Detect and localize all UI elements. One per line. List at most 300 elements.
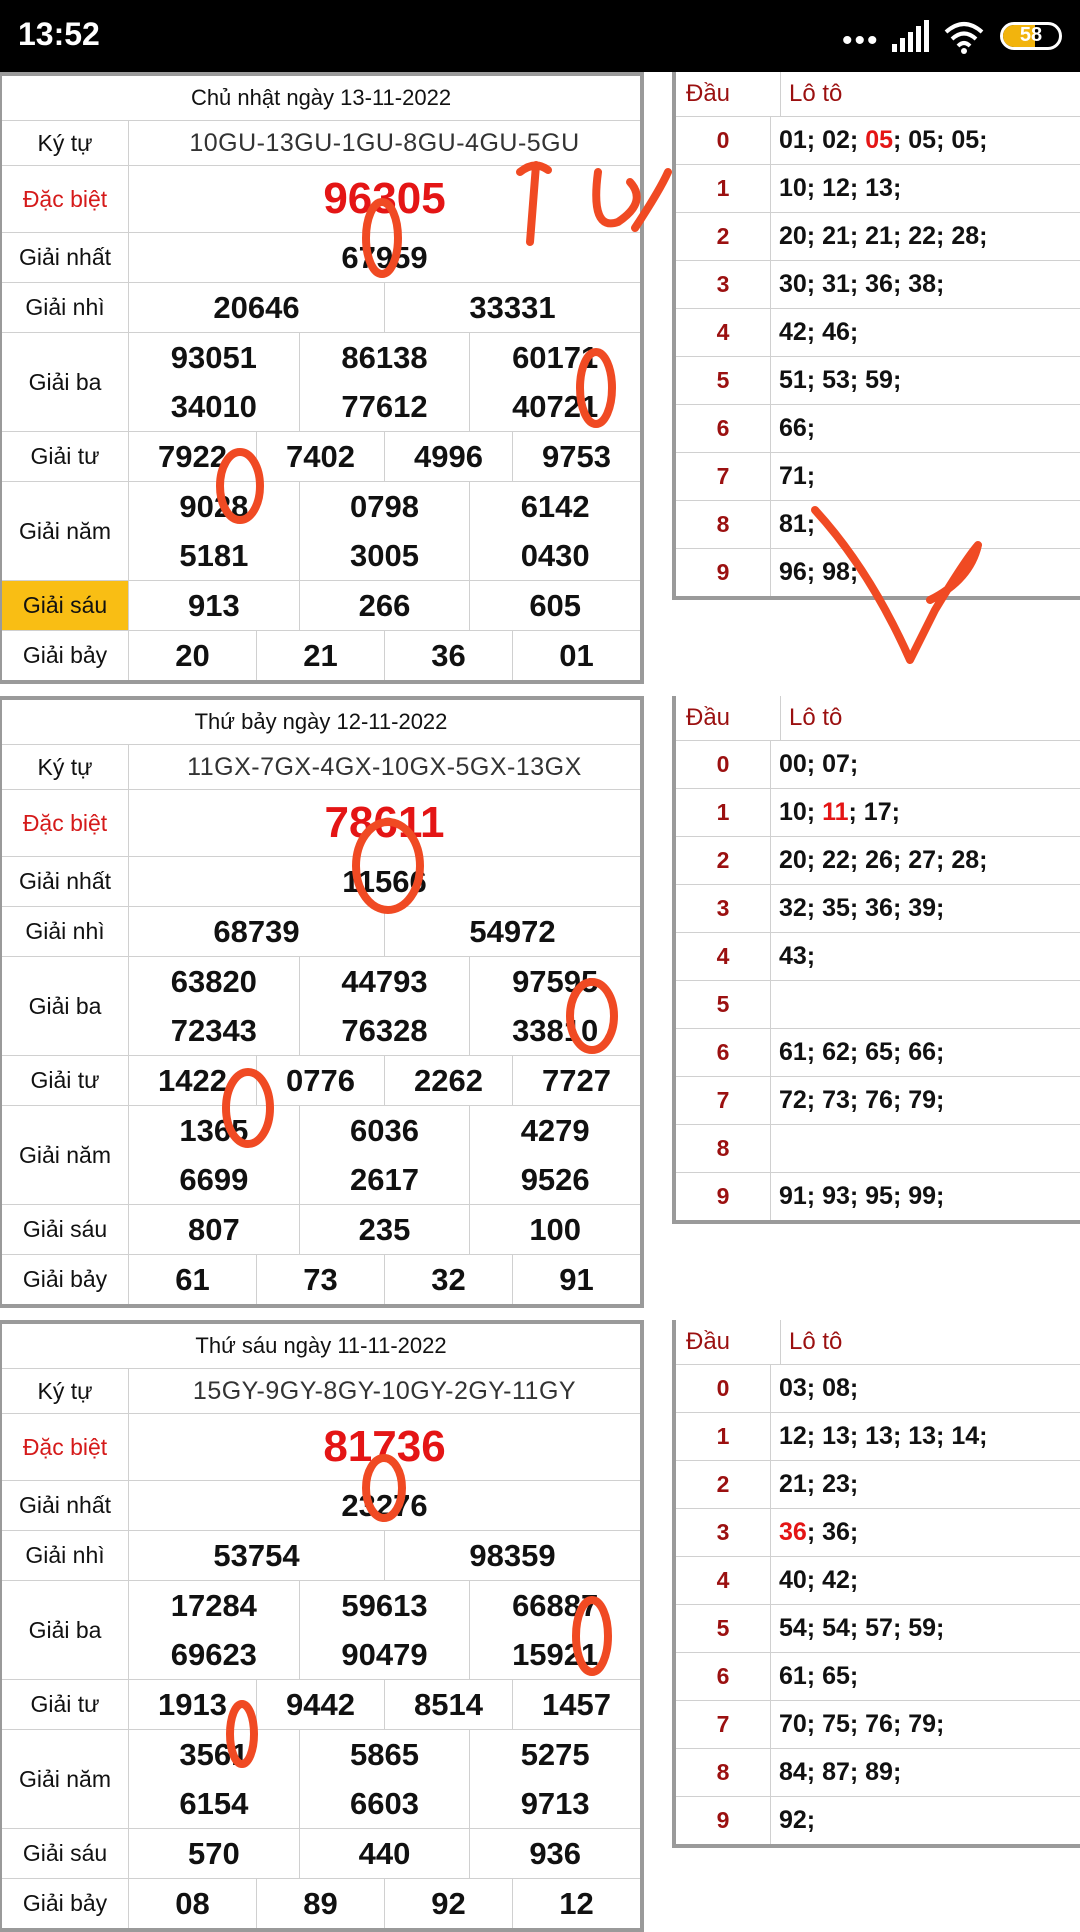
prize-number: 20646: [213, 289, 300, 325]
prize-label: Giải nhất: [2, 233, 129, 282]
loto-number: ; 05; 05;: [893, 126, 988, 154]
loto-row: [676, 741, 1080, 789]
loto-number: 12; 13; 13; 13; 14;: [779, 1422, 988, 1450]
loto-number: 10;: [779, 798, 823, 826]
prize-values: [129, 957, 640, 1055]
prize-values: [129, 1106, 640, 1204]
loto-dau: 7: [676, 453, 771, 500]
loto-header: [676, 72, 1080, 117]
prize-number: 93051: [170, 339, 257, 375]
loto-values: [771, 453, 1080, 500]
prize-row-giai-nhi: [2, 1531, 640, 1581]
loto-values: [771, 213, 1080, 260]
loto-number: 72; 73; 76; 79;: [779, 1086, 945, 1114]
loto-dau: 8: [676, 1749, 771, 1796]
prize-label: Giải năm: [2, 1106, 129, 1204]
prize-number: 10GU-13GU-1GU-8GU-4GU-5GU: [189, 128, 580, 157]
prize-number: 23276: [341, 1487, 428, 1523]
loto-number: 42; 46;: [779, 318, 859, 346]
prize-number: 9442: [256, 1680, 384, 1729]
loto-row: [676, 501, 1080, 549]
prize-label: Giải năm: [2, 482, 129, 580]
loto-number: 36: [779, 1518, 807, 1546]
prize-number: 44793: [299, 957, 470, 1006]
loto-row: [676, 789, 1080, 837]
loto-values: [771, 261, 1080, 308]
loto-values: [771, 741, 1080, 788]
loto-dau: 6: [676, 405, 771, 452]
loto-dau: 5: [676, 1605, 771, 1652]
loto-values: [771, 1749, 1080, 1796]
prize-row-giai-nhat: [2, 233, 640, 283]
prize-number: 4996: [384, 432, 512, 481]
loto-row: [676, 1653, 1080, 1701]
battery-icon: [1000, 22, 1062, 50]
loto-dau: 0: [676, 1365, 771, 1412]
prize-number: 97595: [469, 957, 640, 1006]
loto-number: 70; 75; 76; 79;: [779, 1710, 945, 1738]
loto-values: [771, 1125, 1080, 1172]
loto-dau: 2: [676, 213, 771, 260]
loto-number: ; 17;: [848, 798, 900, 826]
prize-row-dac-biet: [2, 790, 640, 857]
results-table: [0, 696, 644, 1308]
loto-row: [676, 549, 1080, 596]
loto-values: [771, 837, 1080, 884]
prize-number: 15GY-9GY-8GY-10GY-2GY-11GY: [192, 1376, 577, 1405]
prize-number: 17284: [170, 1587, 257, 1623]
draw-date-title: Thứ sáu ngày 11-11-2022: [2, 1324, 640, 1369]
prize-row-giai-ba: [2, 957, 640, 1056]
loto-number: 91; 93; 95; 99;: [779, 1182, 945, 1210]
prize-label: Giải nhất: [2, 857, 129, 906]
prize-row-giai-bay: [2, 1255, 640, 1304]
prize-number: 913: [187, 587, 240, 623]
prize-number: 69623: [170, 1636, 257, 1672]
loto-values: [771, 1077, 1080, 1124]
loto-row: [676, 165, 1080, 213]
loto-dau: 2: [676, 1461, 771, 1508]
loto-number: 84; 87; 89;: [779, 1758, 902, 1786]
prize-number: 67959: [341, 239, 428, 275]
loto-values: [771, 117, 1080, 164]
prize-label: Giải sáu: [2, 1205, 129, 1254]
loto-row: [676, 933, 1080, 981]
loto-table: [672, 696, 1080, 1224]
loto-dau: 0: [676, 741, 771, 788]
loto-number: 00; 07;: [779, 750, 859, 778]
loto-number: 71;: [779, 462, 816, 490]
prize-number: 9713: [469, 1779, 640, 1828]
prize-number: 78611: [324, 798, 445, 847]
status-time: 13:52: [18, 16, 100, 52]
prize-label: Giải sáu: [2, 581, 129, 630]
prize-number: 12: [512, 1879, 640, 1928]
prize-number: 72343: [170, 1012, 257, 1048]
prize-number: 81736: [323, 1422, 446, 1471]
prize-label: Giải ba: [2, 957, 129, 1055]
loto-dau: 5: [676, 981, 771, 1028]
loto-number: 32; 35; 36; 39;: [779, 894, 945, 922]
loto-number: ; 36;: [806, 1518, 859, 1546]
loto-number: 21; 23;: [779, 1470, 859, 1498]
prize-values: [129, 1879, 640, 1928]
prize-number: 8514: [384, 1680, 512, 1729]
prize-number: 605: [469, 581, 640, 630]
loto-values: [771, 357, 1080, 404]
prize-label: Giải tư: [2, 432, 129, 481]
loto-values: [771, 405, 1080, 452]
loto-dau: 9: [676, 549, 771, 596]
prize-number: 98359: [384, 1531, 640, 1580]
draw-date-title: Chủ nhật ngày 13-11-2022: [2, 76, 640, 121]
loto-number: 61; 62; 65; 66;: [779, 1038, 945, 1066]
loto-dau: 3: [676, 261, 771, 308]
prize-row-giai-sau: [2, 1829, 640, 1879]
prize-row-giai-bay: [2, 1879, 640, 1928]
loto-number: 81;: [779, 510, 816, 538]
prize-row-giai-nhi: [2, 907, 640, 957]
prize-number: 1913: [158, 1686, 227, 1722]
signal-icon: [890, 20, 930, 54]
loto-row: [676, 885, 1080, 933]
prize-number: 92: [384, 1879, 512, 1928]
loto-dau: 6: [676, 1653, 771, 1700]
prize-values: [129, 1205, 640, 1254]
prize-number: 440: [299, 1829, 470, 1878]
prize-label: Giải nhì: [2, 1531, 129, 1580]
loto-values: [771, 309, 1080, 356]
loto-row: [676, 117, 1080, 165]
loto-header-loto: Lô tô: [789, 80, 843, 107]
prize-row-giai-nhat: [2, 1481, 640, 1531]
prize-label: Giải bảy: [2, 1255, 129, 1304]
prize-number: 6036: [299, 1106, 470, 1155]
prize-number: 66887: [469, 1581, 640, 1630]
loto-row: [676, 1077, 1080, 1125]
prize-label: Đặc biệt: [2, 790, 129, 856]
prize-values: [129, 1056, 640, 1105]
loto-number: 40; 42;: [779, 1566, 859, 1594]
prize-label: Giải ba: [2, 1581, 129, 1679]
prize-number: 3005: [299, 531, 470, 580]
prize-number: 9526: [469, 1155, 640, 1204]
prize-number: 5865: [299, 1730, 470, 1779]
prize-values: [129, 482, 640, 580]
loto-values: [771, 1173, 1080, 1220]
loto-dau: 5: [676, 357, 771, 404]
loto-number: 10; 12; 13;: [779, 174, 902, 202]
prize-number: 96305: [323, 174, 446, 223]
prize-number: 91: [512, 1255, 640, 1304]
loto-values: [771, 1557, 1080, 1604]
prize-number: 77612: [299, 382, 470, 431]
prize-values: [129, 432, 640, 481]
loto-number: 96; 98;: [779, 558, 859, 586]
prize-number: 266: [299, 581, 470, 630]
prize-values: [129, 1369, 640, 1413]
prize-label: Giải bảy: [2, 1879, 129, 1928]
loto-values: [771, 1461, 1080, 1508]
loto-values: [771, 1653, 1080, 1700]
loto-values: [771, 165, 1080, 212]
prize-number: 11GX-7GX-4GX-10GX-5GX-13GX: [187, 752, 582, 781]
loto-row: [676, 309, 1080, 357]
loto-number: 92;: [779, 1806, 816, 1834]
loto-values: [771, 501, 1080, 548]
loto-number: 54; 54; 57; 59;: [779, 1614, 945, 1642]
prize-number: 2262: [384, 1056, 512, 1105]
prize-number: 63820: [170, 963, 257, 999]
loto-values: [771, 789, 1080, 836]
prize-row-giai-sau: [2, 1205, 640, 1255]
prize-values: [129, 581, 640, 630]
prize-label: Giải nhì: [2, 907, 129, 956]
loto-values: [771, 933, 1080, 980]
prize-values: [129, 907, 640, 956]
prize-number: 1457: [512, 1680, 640, 1729]
prize-number: 6154: [179, 1785, 249, 1821]
loto-number: 03; 08;: [779, 1374, 859, 1402]
loto-dau: 4: [676, 933, 771, 980]
prize-values: [129, 745, 640, 789]
prize-number: 08: [175, 1885, 210, 1921]
loto-dau: 6: [676, 1029, 771, 1076]
loto-row: [676, 1509, 1080, 1557]
loto-number: 05: [865, 126, 893, 154]
loto-values: [771, 1701, 1080, 1748]
prize-number: 5181: [179, 537, 249, 573]
loto-row: [676, 1749, 1080, 1797]
prize-number: 570: [187, 1835, 240, 1871]
prize-number: 34010: [170, 388, 257, 424]
prize-number: 7727: [512, 1056, 640, 1105]
prize-number: 6142: [469, 482, 640, 531]
prize-row-giai-nhat: [2, 857, 640, 907]
loto-values: [771, 1605, 1080, 1652]
prize-values: [129, 1680, 640, 1729]
prize-number: 01: [512, 631, 640, 680]
prize-number: 32: [384, 1255, 512, 1304]
prize-number: 76328: [299, 1006, 470, 1055]
loto-row: [676, 405, 1080, 453]
loto-header-loto: Lô tô: [789, 704, 843, 731]
loto-dau: 2: [676, 837, 771, 884]
loto-number: 30; 31; 36; 38;: [779, 270, 945, 298]
wifi-icon: [944, 20, 984, 54]
prize-label: Giải nhất: [2, 1481, 129, 1530]
prize-number: 89: [256, 1879, 384, 1928]
loto-row: [676, 837, 1080, 885]
loto-dau: 3: [676, 1509, 771, 1556]
loto-row: [676, 1413, 1080, 1461]
prize-number: 36: [384, 631, 512, 680]
loto-number: 02;: [822, 126, 866, 154]
loto-header: [676, 696, 1080, 741]
prize-number: 15921: [469, 1630, 640, 1679]
loto-row: [676, 1557, 1080, 1605]
prize-values: [129, 857, 640, 906]
loto-row: [676, 1365, 1080, 1413]
loto-row: [676, 1461, 1080, 1509]
loto-row: [676, 981, 1080, 1029]
prize-values: [129, 1730, 640, 1828]
loto-row: [676, 1029, 1080, 1077]
prize-number: 61: [175, 1261, 210, 1297]
results-table: [0, 1320, 644, 1932]
prize-number: 3561: [179, 1736, 249, 1772]
prize-number: 54972: [384, 907, 640, 956]
prize-row-dac-biet: [2, 166, 640, 233]
prize-number: 0776: [256, 1056, 384, 1105]
prize-number: 86138: [299, 333, 470, 382]
prize-number: 1365: [179, 1112, 249, 1148]
loto-row: [676, 213, 1080, 261]
prize-values: [129, 233, 640, 282]
prize-number: 53754: [213, 1537, 300, 1573]
prize-row-ky-tu: [2, 1369, 640, 1414]
prize-number: 6603: [299, 1779, 470, 1828]
prize-label: Ký tự: [2, 121, 129, 165]
more-dots-icon: •••: [842, 24, 880, 57]
prize-values: [129, 1581, 640, 1679]
prize-row-dac-biet: [2, 1414, 640, 1481]
prize-values: [129, 631, 640, 680]
loto-number: 20; 21; 21; 22; 28;: [779, 222, 988, 250]
loto-values: [771, 981, 1080, 1028]
prize-row-giai-ba: [2, 1581, 640, 1680]
loto-values: [771, 1029, 1080, 1076]
prize-values: [129, 1414, 640, 1480]
loto-dau: 4: [676, 1557, 771, 1604]
prize-number: 936: [469, 1829, 640, 1878]
prize-label: Giải năm: [2, 1730, 129, 1828]
loto-values: [771, 549, 1080, 596]
prize-number: 33810: [469, 1006, 640, 1055]
prize-row-giai-tu: [2, 1056, 640, 1106]
results-table: [0, 72, 644, 684]
prize-number: 40721: [469, 382, 640, 431]
prize-number: 7922: [158, 438, 227, 474]
loto-dau: 3: [676, 885, 771, 932]
prize-values: [129, 1255, 640, 1304]
loto-number: 01;: [779, 126, 823, 154]
prize-values: [129, 1531, 640, 1580]
prize-number: 60171: [469, 333, 640, 382]
loto-row: [676, 1125, 1080, 1173]
loto-dau: 4: [676, 309, 771, 356]
draw-date-title: Thứ bảy ngày 12-11-2022: [2, 700, 640, 745]
prize-label: Giải tư: [2, 1680, 129, 1729]
loto-header-dau: Đầu: [676, 72, 781, 116]
loto-dau: 1: [676, 789, 771, 836]
prize-label: Giải nhì: [2, 283, 129, 332]
loto-dau: 1: [676, 165, 771, 212]
loto-row: [676, 261, 1080, 309]
loto-values: [771, 1797, 1080, 1844]
loto-row: [676, 1701, 1080, 1749]
loto-header-loto: Lô tô: [789, 1328, 843, 1355]
prize-number: 0430: [469, 531, 640, 580]
prize-number: 4279: [469, 1106, 640, 1155]
loto-row: [676, 1173, 1080, 1220]
prize-number: 7402: [256, 432, 384, 481]
loto-dau: 0: [676, 117, 771, 164]
prize-row-giai-sau: [2, 581, 640, 631]
prize-label: Giải tư: [2, 1056, 129, 1105]
loto-dau: 9: [676, 1797, 771, 1844]
prize-row-giai-nam: [2, 482, 640, 581]
prize-values: [129, 1481, 640, 1530]
prize-label: Đặc biệt: [2, 166, 129, 232]
prize-label: Ký tự: [2, 1369, 129, 1413]
prize-label: Ký tự: [2, 745, 129, 789]
loto-row: [676, 357, 1080, 405]
prize-number: 9753: [512, 432, 640, 481]
prize-number: 1422: [158, 1062, 227, 1098]
loto-dau: 7: [676, 1077, 771, 1124]
prize-label: Giải ba: [2, 333, 129, 431]
loto-values: [771, 885, 1080, 932]
prize-label: Giải bảy: [2, 631, 129, 680]
loto-number: 43;: [779, 942, 816, 970]
loto-dau: 9: [676, 1173, 771, 1220]
prize-number: 21: [256, 631, 384, 680]
prize-number: 73: [256, 1255, 384, 1304]
prize-label: Đặc biệt: [2, 1414, 129, 1480]
prize-row-ky-tu: [2, 121, 640, 166]
prize-row-giai-tu: [2, 1680, 640, 1730]
prize-values: [129, 790, 640, 856]
loto-number: 66;: [779, 414, 816, 442]
prize-row-giai-tu: [2, 432, 640, 482]
loto-table: [672, 1320, 1080, 1848]
prize-number: 90479: [299, 1630, 470, 1679]
prize-row-giai-ba: [2, 333, 640, 432]
prize-number: 100: [469, 1205, 640, 1254]
loto-number: 51; 53; 59;: [779, 366, 902, 394]
loto-table: [672, 72, 1080, 600]
prize-number: 9028: [179, 488, 249, 524]
prize-row-giai-nhi: [2, 283, 640, 333]
prize-number: 0798: [299, 482, 470, 531]
prize-number: 5275: [469, 1730, 640, 1779]
loto-dau: 7: [676, 1701, 771, 1748]
loto-header-dau: Đầu: [676, 1320, 781, 1364]
prize-number: 807: [187, 1211, 240, 1247]
prize-label: Giải sáu: [2, 1829, 129, 1878]
loto-values: [771, 1365, 1080, 1412]
prize-row-ky-tu: [2, 745, 640, 790]
loto-row: [676, 1605, 1080, 1653]
loto-header: [676, 1320, 1080, 1365]
loto-values: [771, 1413, 1080, 1460]
loto-dau: 8: [676, 1125, 771, 1172]
prize-row-giai-nam: [2, 1730, 640, 1829]
prize-number: 2617: [299, 1155, 470, 1204]
prize-row-giai-nam: [2, 1106, 640, 1205]
prize-number: 20: [175, 637, 210, 673]
prize-number: 11566: [342, 863, 427, 899]
prize-number: 59613: [299, 1581, 470, 1630]
loto-header-dau: Đầu: [676, 696, 781, 740]
loto-dau: 8: [676, 501, 771, 548]
loto-number: 11: [822, 798, 849, 826]
prize-values: [129, 166, 640, 232]
prize-number: 68739: [213, 913, 300, 949]
battery-level: 58: [1019, 24, 1043, 46]
prize-values: [129, 333, 640, 431]
